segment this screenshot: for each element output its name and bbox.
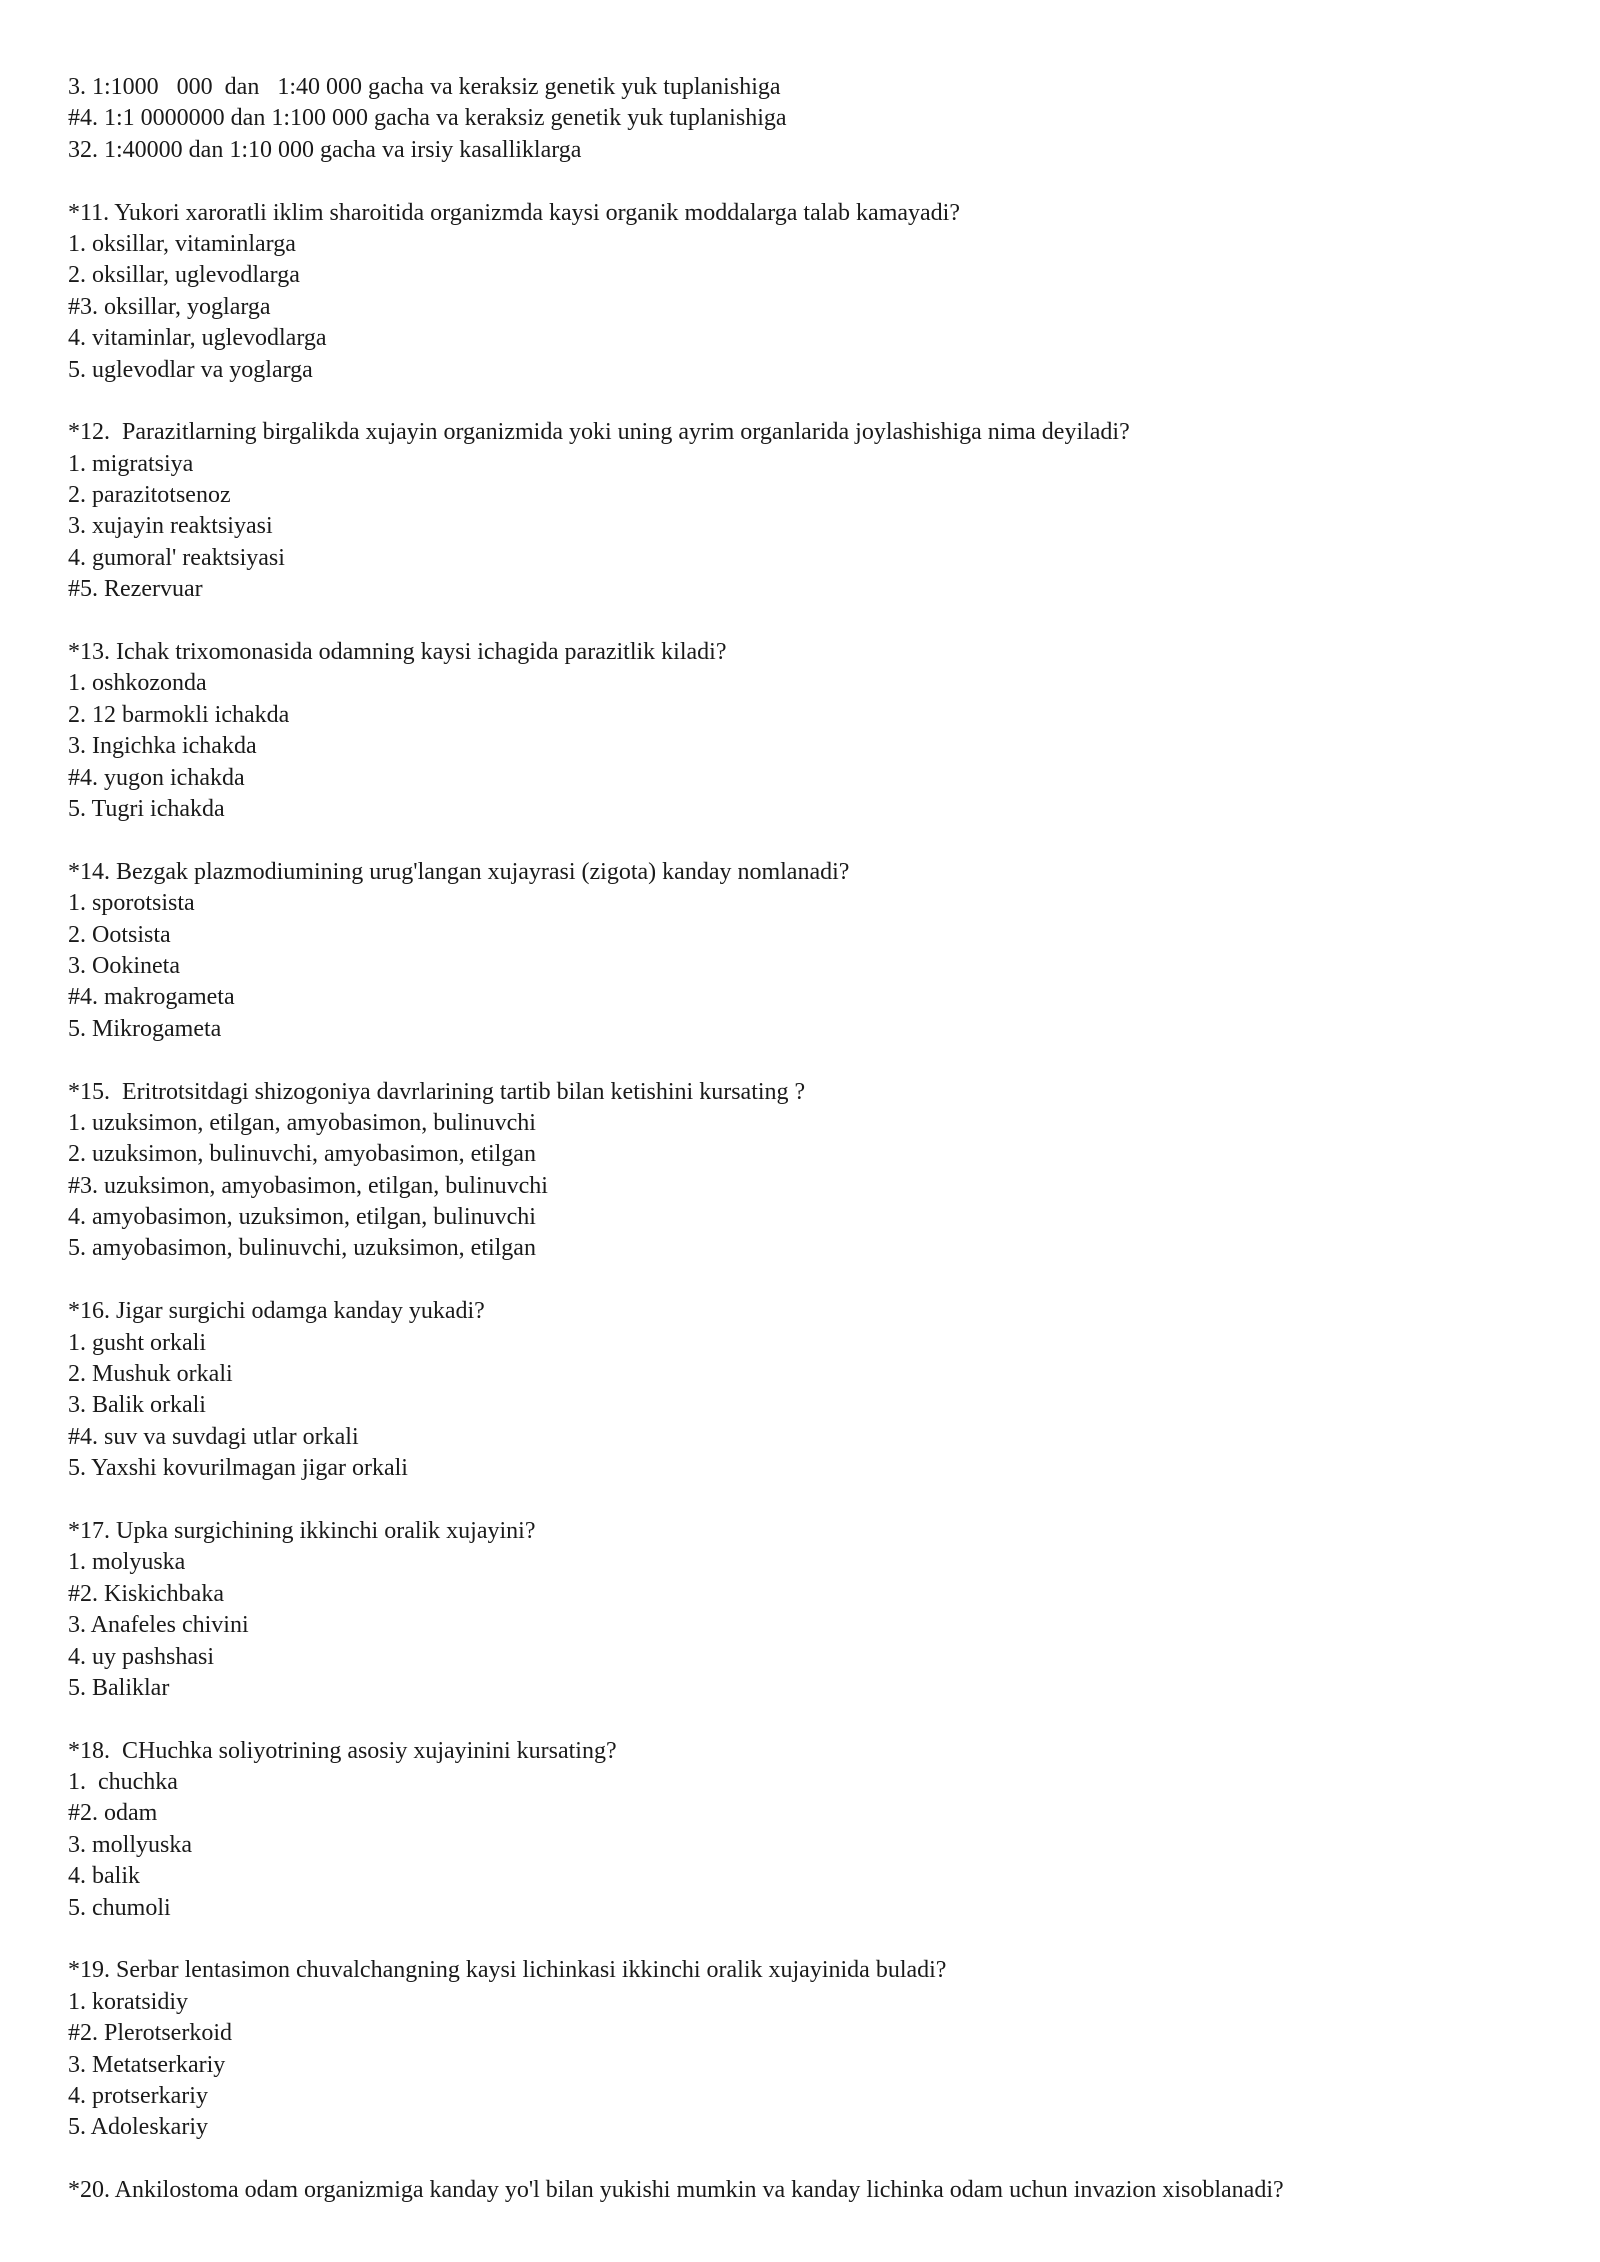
option: 1. chuchka [68,1769,178,1796]
option: #4. yugon ichakda [68,764,245,791]
intro-options [68,72,1548,166]
question-text: *14. Bezgak plazmodiumining urug'langan xujayrasi (zigota) kanday nomlanadi? [68,858,850,885]
option: 2. 12 barmokli ichakda [68,701,290,728]
option: 4. vitaminlar, uglevodlarga [68,325,327,352]
option: #2. Plerotserkoid [68,2020,232,2047]
question-19 [68,1955,1548,2143]
option: 2. parazitotsenoz [68,482,231,509]
option: 5. uglevodlar va yoglarga [68,356,313,383]
option: 1. koratsidiy [68,1988,188,2015]
option: 3. Ookineta [68,952,180,979]
option: 4. balik [68,1863,140,1890]
intro-line: 3. 1:1000 000 dan 1:40 000 gacha va keraksiz genetik yuk tuplanishiga [68,74,781,100]
option: 2. Mushuk orkali [68,1361,233,1388]
intro-line: 32. 1:40000 dan 1:10 000 gacha va irsiy kasalliklarga [68,136,582,163]
option: 5. chumoli [68,1894,171,1921]
question-text: *19. Serbar lentasimon chuvalchangning kaysi lichinkasi ikkinchi oralik xujayinida buladi? [68,1957,947,1984]
question-15 [68,1077,1548,1265]
question-20 [68,2175,1548,2206]
option: 3. Anafeles chivini [68,1612,249,1639]
document-page [68,72,1548,2238]
option: 5. amyobasimon, bulinuvchi, uzuksimon, etilgan [68,1235,536,1262]
option: 5. Baliklar [68,1674,170,1701]
question-text: *17. Upka surgichining ikkinchi oralik xujayini? [68,1517,536,1544]
question-14 [68,857,1548,1045]
option: #2. Kiskichbaka [68,1580,224,1607]
option: 2. oksillar, uglevodlarga [68,262,300,289]
option: 1. oshkozonda [68,670,207,697]
option: 3. xujayin reaktsiyasi [68,513,273,540]
question-11 [68,198,1548,386]
question-text: *15. Eritrotsitdagi shizogoniya davrlarining tartib bilan ketishini kursating ? [68,1078,806,1105]
question-text: *13. Ichak trixomonasida odamning kaysi ichagida parazitlik kiladi? [68,639,727,666]
option: 3. Balik orkali [68,1392,206,1419]
option: 5. Yaxshi kovurilmagan jigar orkali [68,1455,408,1482]
question-16 [68,1296,1548,1484]
option: 2. Ootsista [68,921,171,948]
option: 5. Tugri ichakda [68,795,225,822]
option: #4. makrogameta [68,984,235,1011]
option: 1. molyuska [68,1549,186,1576]
option: 1. uzuksimon, etilgan, amyobasimon, bulinuvchi [68,1109,536,1136]
option: 4. protserkariy [68,2083,208,2109]
option: #5. Rezervuar [68,576,203,603]
option: 1. oksillar, vitaminlarga [68,230,296,257]
option: 1. sporotsista [68,890,195,917]
question-12 [68,417,1548,605]
option: 3. Ingichka ichakda [68,733,257,760]
question-17 [68,1516,1548,1704]
option: 1. gusht orkali [68,1329,206,1356]
intro-line: #4. 1:1 0000000 dan 1:100 000 gacha va keraksiz genetik yuk tuplanishiga [68,105,787,132]
question-18 [68,1736,1548,1924]
option: 4. gumoral' reaktsiyasi [68,544,285,571]
option: #4. suv va suvdagi utlar orkali [68,1423,359,1450]
option: 1. migratsiya [68,450,194,477]
option: 4. uy pashshasi [68,1643,214,1670]
option: #3. oksillar, yoglarga [68,293,271,320]
question-text: *20. Ankilostoma odam organizmiga kanday yo'l bilan yukishi mumkin va kanday lichinka odam uchun invazion xisoblanadi? [68,2177,1284,2204]
question-13 [68,637,1548,825]
option: #3. uzuksimon, amyobasimon, etilgan, bulinuvchi [68,1172,548,1199]
option: 3. mollyuska [68,1831,192,1858]
option: 5. Adoleskariy [68,2114,208,2141]
question-text: *12. Parazitlarning birgalikda xujayin organizmida yoki uning ayrim organlarida joylashishiga nima deyiladi? [68,419,1130,446]
option: 3. Metatserkariy [68,2051,226,2078]
option: 4. amyobasimon, uzuksimon, etilgan, bulinuvchi [68,1204,536,1231]
question-text: *18. CHuchka soliyotrining asosiy xujayinini kursating? [68,1737,617,1764]
option: #2. odam [68,1800,158,1827]
question-text: *11. Yukori xaroratli iklim sharoitida organizmda kaysi organik moddalarga talab kamayadi? [68,199,960,226]
option: 2. uzuksimon, bulinuvchi, amyobasimon, etilgan [68,1141,536,1168]
option: 5. Mikrogameta [68,1015,222,1042]
question-text: *16. Jigar surgichi odamga kanday yukadi? [68,1298,485,1325]
